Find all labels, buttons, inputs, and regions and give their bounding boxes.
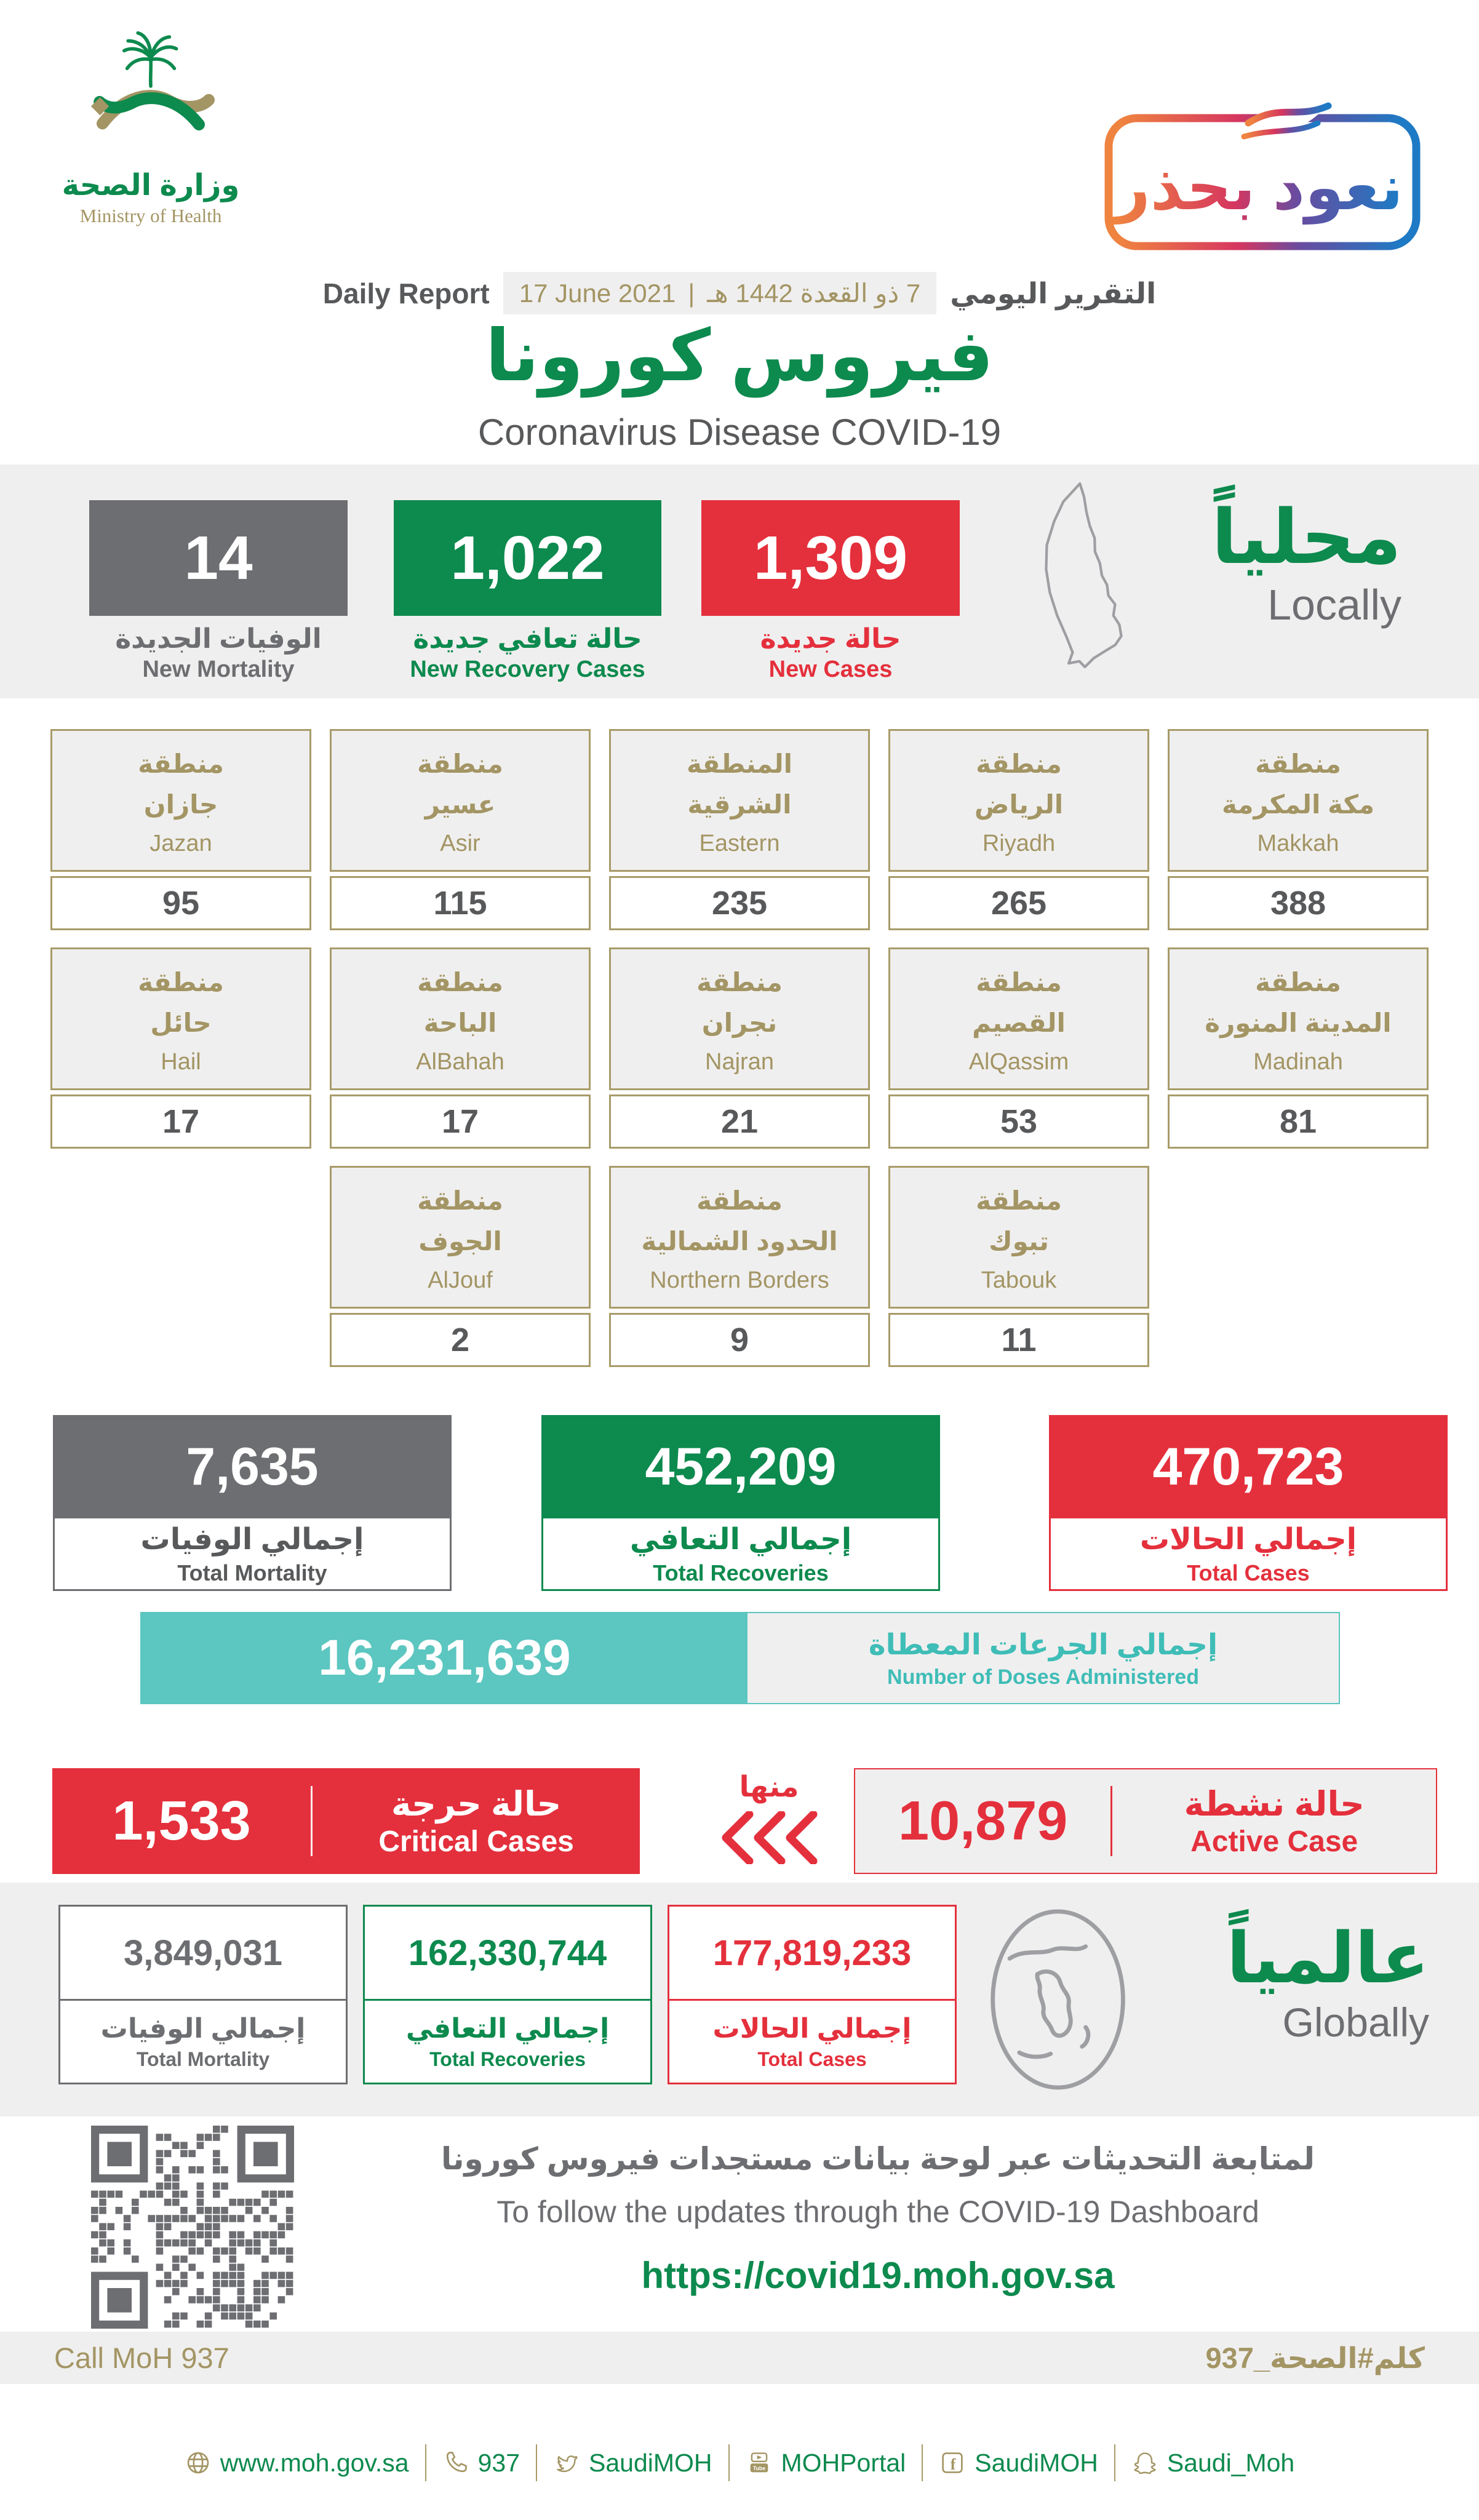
region-card-header [609, 947, 870, 1090]
new-recoveries-value: 1,022 [394, 500, 661, 616]
of-which-connector [701, 1769, 837, 1864]
region-card-header [888, 729, 1149, 872]
global-mortality-labels [60, 2001, 346, 2083]
moh-logo-graphic [77, 17, 225, 165]
region-card-header [330, 1166, 591, 1309]
region-name-arabic: منطقة القصيم [972, 968, 1066, 1037]
dashboard-section [0, 2116, 1479, 2332]
globally-label-english: Globally [1282, 2000, 1429, 2046]
doses-labels [747, 1613, 1339, 1703]
locally-label [1157, 494, 1409, 629]
svg-text:Tube: Tube [752, 2465, 765, 2472]
total-recoveries-label-arabic: إجمالي التعافي [629, 1523, 852, 1556]
total-mortality-label-english: Total Mortality [177, 1560, 327, 1585]
region-name-arabic: منطقة مكة المكرمة [1222, 749, 1374, 819]
global-cases-card [668, 1905, 957, 2084]
active-cases-label-english: Active Case [1190, 1825, 1358, 1858]
global-recoveries-labels [365, 2001, 650, 2083]
total-mortality-card [53, 1415, 452, 1591]
new-mortality-label-arabic: الوفيات الجديدة [115, 624, 322, 654]
global-mortality-label-arabic: إجمالي الوفيات [100, 2013, 306, 2044]
new-mortality-stat [89, 500, 348, 683]
global-cases-labels [669, 2001, 955, 2083]
region-new-cases: 388 [1168, 876, 1429, 930]
footer-separator [728, 2444, 730, 2481]
region-card-header [50, 947, 311, 1090]
region-card-hail [50, 947, 311, 1149]
ministry-name-english: Ministry of Health [79, 204, 222, 226]
regions-row-1 [0, 729, 1479, 930]
region-card-header [888, 947, 1149, 1090]
new-cases-stat [701, 500, 960, 683]
moh-logo [34, 17, 268, 227]
region-card-makkah [1168, 729, 1429, 930]
doses-section [0, 1606, 1479, 1710]
new-mortality-value: 14 [89, 500, 348, 616]
region-name-english: Riyadh [982, 830, 1056, 856]
of-which-label: منها [739, 1770, 799, 1803]
critical-active-section [0, 1710, 1479, 1883]
region-new-cases: 17 [330, 1095, 591, 1149]
region-new-cases: 265 [888, 876, 1149, 930]
region-name-arabic: منطقة الرياض [974, 749, 1064, 819]
global-mortality-value: 3,849,031 [60, 1907, 346, 2001]
page-title-arabic: فيروس كورونا [485, 316, 994, 396]
new-recoveries-label-english: New Recovery Cases [410, 656, 645, 683]
region-name-arabic: منطقة المدينة المنورة [1205, 968, 1392, 1037]
globally-label [1141, 1918, 1437, 2046]
region-name-english: Northern Borders [650, 1267, 829, 1293]
region-card-eastern [609, 729, 870, 930]
region-card-header [609, 1166, 870, 1309]
footer-separator [1114, 2444, 1115, 2481]
footer-separator [922, 2444, 923, 2481]
daily-report-arabic: التقرير اليومي [950, 276, 1157, 309]
total-mortality-value: 7,635 [53, 1415, 452, 1518]
footer-contact-row [0, 2444, 1479, 2481]
region-card-albahah [330, 947, 591, 1149]
critical-cases-label-arabic: حالة حرجة [391, 1784, 562, 1823]
call-moh-english: Call MoH 937 [54, 2342, 229, 2374]
region-name-english: Najran [705, 1048, 774, 1075]
footer-item-website[interactable] [185, 2449, 409, 2478]
footer-separator [536, 2444, 537, 2481]
total-mortality-labels [53, 1518, 452, 1591]
qr-code [91, 2126, 294, 2329]
total-cases-label-english: Total Cases [1187, 1560, 1310, 1585]
total-cases-labels [1049, 1518, 1448, 1591]
active-cases-value: 10,879 [898, 1790, 1068, 1852]
region-new-cases: 115 [330, 876, 591, 930]
region-card-header [1168, 947, 1429, 1090]
region-name-english: Jazan [149, 830, 212, 856]
footer-item-label: www.moh.gov.sa [220, 2448, 409, 2477]
ministry-name-arabic: وزارة الصحة [62, 169, 240, 202]
region-name-arabic: منطقة حائل [138, 968, 224, 1037]
dashboard-text [308, 2141, 1448, 2297]
region-new-cases: 11 [888, 1313, 1149, 1367]
region-name-english: Tabouk [981, 1267, 1057, 1293]
footer-item-facebook[interactable] [939, 2449, 1098, 2478]
global-cases-label-english: Total Cases [757, 2048, 867, 2070]
critical-cases-labels [313, 1784, 640, 1859]
new-recoveries-stat [394, 500, 661, 683]
doses-band [140, 1612, 1340, 1704]
doses-label-english: Number of Doses Administered [887, 1665, 1199, 1689]
total-recoveries-card [541, 1415, 940, 1591]
global-cases-value: 177,819,233 [669, 1907, 955, 2001]
header [0, 0, 1479, 465]
globally-label-arabic: عالمياً [1226, 1920, 1429, 1998]
region-card-alqassim [888, 947, 1149, 1149]
global-mortality-card [58, 1905, 348, 2084]
new-mortality-label-english: New Mortality [142, 656, 295, 683]
global-cases-label-arabic: إجمالي الحالات [712, 2013, 912, 2044]
facebook-icon [939, 2449, 966, 2476]
region-name-arabic: منطقة جازان [138, 749, 224, 819]
critical-cases-label-english: Critical Cases [378, 1825, 574, 1858]
region-name-arabic: منطقة نجران [696, 968, 783, 1037]
globe-icon [984, 1901, 1135, 2098]
region-card-header [1168, 729, 1429, 872]
region-card-najran [609, 947, 870, 1149]
page-title-english: Coronavirus Disease COVID-19 [477, 412, 1002, 453]
phone-icon [442, 2449, 469, 2476]
footer-separator [425, 2444, 426, 2481]
locally-section [0, 465, 1479, 698]
global-recoveries-label-arabic: إجمالي التعافي [405, 2013, 610, 2044]
footer-item-label: SaudiMOH [975, 2448, 1098, 2477]
total-mortality-label-arabic: إجمالي الوفيات [140, 1523, 364, 1556]
region-new-cases: 81 [1168, 1095, 1429, 1149]
regions-row-3 [0, 1166, 1479, 1367]
region-name-english: Madinah [1253, 1048, 1343, 1075]
region-card-northern-borders [609, 1166, 870, 1367]
footer-item-label: MOHPortal [781, 2448, 906, 2477]
region-new-cases: 53 [888, 1095, 1149, 1149]
active-cases-box [854, 1768, 1437, 1874]
globe-icon [185, 2449, 212, 2476]
dashboard-url[interactable]: https://covid19.moh.gov.sa [641, 2255, 1115, 2296]
critical-cases-value: 1,533 [112, 1790, 251, 1852]
global-recoveries-label-english: Total Recoveries [429, 2048, 586, 2070]
region-card-header [330, 947, 591, 1090]
region-name-arabic: المنطقة الشرقية [686, 749, 793, 819]
region-new-cases: 2 [330, 1313, 591, 1367]
locally-label-english: Locally [1267, 581, 1401, 629]
region-card-aljouf [330, 1166, 591, 1367]
call-moh-arabic-hashtag: كلم#الصحة_937 [1205, 2341, 1425, 2374]
dashboard-line-arabic: لمتابعة التحديثات عبر لوحة بيانات مستجدات فيروس كورونا [441, 2142, 1315, 2176]
new-cases-label-arabic: حالة جديدة [760, 624, 901, 654]
region-name-english: AlQassim [968, 1048, 1069, 1075]
total-recoveries-labels [541, 1518, 940, 1591]
active-cases-label-arabic: حالة نشطة [1184, 1784, 1365, 1823]
region-card-header [330, 729, 591, 872]
doses-value: 16,231,639 [142, 1613, 747, 1703]
region-new-cases: 9 [609, 1313, 870, 1367]
youtube-icon [746, 2449, 773, 2476]
doses-label-arabic: إجمالي الجرعات المعطاة [868, 1627, 1218, 1661]
dashboard-line-english: To follow the updates through the COVID-19 Dashboard [496, 2195, 1259, 2229]
region-name-english: Asir [440, 830, 480, 856]
footer-item-youtube[interactable] [746, 2449, 906, 2478]
footer-item-twitter[interactable] [553, 2449, 712, 2478]
region-card-riyadh [888, 729, 1149, 930]
return-with-caution-badge [1104, 108, 1414, 246]
globally-section [0, 1883, 1479, 2116]
region-card-header [609, 729, 870, 872]
date-separator: | [688, 278, 695, 308]
daily-report-english: Daily Report [322, 277, 490, 309]
region-new-cases: 17 [50, 1095, 311, 1149]
region-name-arabic: منطقة تبوك [976, 1186, 1062, 1256]
footer-item-snapchat[interactable] [1131, 2449, 1294, 2478]
of-which-chevrons-icon [720, 1811, 818, 1864]
snapchat-icon [1131, 2449, 1158, 2476]
region-card-tabouk [888, 1166, 1149, 1367]
total-cases-label-arabic: إجمالي الحالات [1139, 1523, 1357, 1556]
new-cases-value: 1,309 [701, 500, 960, 616]
date-hijri: 7 ذو القعدة 1442 هـ [707, 279, 921, 308]
regions-row-2 [0, 947, 1479, 1149]
svg-text:f: f [950, 2455, 956, 2473]
region-card-asir [330, 729, 591, 930]
critical-cases-box [52, 1768, 640, 1874]
saudi-arabia-map-icon [981, 477, 1169, 686]
footer-item-label: Saudi_Moh [1166, 2448, 1295, 2477]
region-new-cases: 95 [50, 876, 311, 930]
regions-grid [0, 698, 1479, 1384]
region-name-english: Hail [161, 1048, 201, 1075]
global-recoveries-value: 162,330,744 [365, 1907, 650, 2001]
footer [0, 2384, 1479, 2520]
new-cases-label-english: New Cases [768, 656, 893, 683]
locally-label-arabic: محلياً [1211, 495, 1401, 579]
local-totals-section [0, 1384, 1479, 1606]
total-cases-card [1049, 1415, 1448, 1591]
call-moh-band [0, 2332, 1479, 2384]
total-recoveries-label-english: Total Recoveries [653, 1560, 829, 1585]
region-name-arabic: منطقة الباحة [417, 968, 503, 1037]
region-new-cases: 21 [609, 1095, 870, 1149]
region-name-english: AlJouf [428, 1267, 493, 1293]
twitter-icon [553, 2449, 580, 2476]
region-card-header [888, 1166, 1149, 1309]
region-name-arabic: منطقة الجوف [417, 1186, 503, 1256]
total-recoveries-value: 452,209 [541, 1415, 940, 1518]
global-recoveries-card [363, 1905, 652, 2084]
region-card-jazan [50, 729, 311, 930]
date-gregorian: 17 June 2021 [519, 278, 676, 308]
footer-item-label: SaudiMOH [589, 2448, 712, 2477]
region-card-madinah [1168, 947, 1429, 1149]
region-name-arabic: منطقة عسير [417, 749, 503, 819]
new-recoveries-label-arabic: حالة تعافي جديدة [413, 624, 642, 654]
region-card-header [50, 729, 311, 872]
footer-item-label: 937 [477, 2448, 520, 2477]
badge-text: نعود بحذر [1104, 119, 1414, 257]
active-cases-labels [1112, 1784, 1436, 1859]
region-name-english: AlBahah [416, 1048, 504, 1075]
region-name-english: Makkah [1257, 830, 1339, 856]
region-name-english: Eastern [699, 830, 780, 856]
footer-item-phone[interactable] [442, 2449, 520, 2478]
total-cases-value: 470,723 [1049, 1415, 1448, 1518]
global-mortality-label-english: Total Mortality [136, 2048, 270, 2070]
region-new-cases: 235 [609, 876, 870, 930]
region-name-arabic: منطقة الحدود الشمالية [641, 1186, 838, 1256]
